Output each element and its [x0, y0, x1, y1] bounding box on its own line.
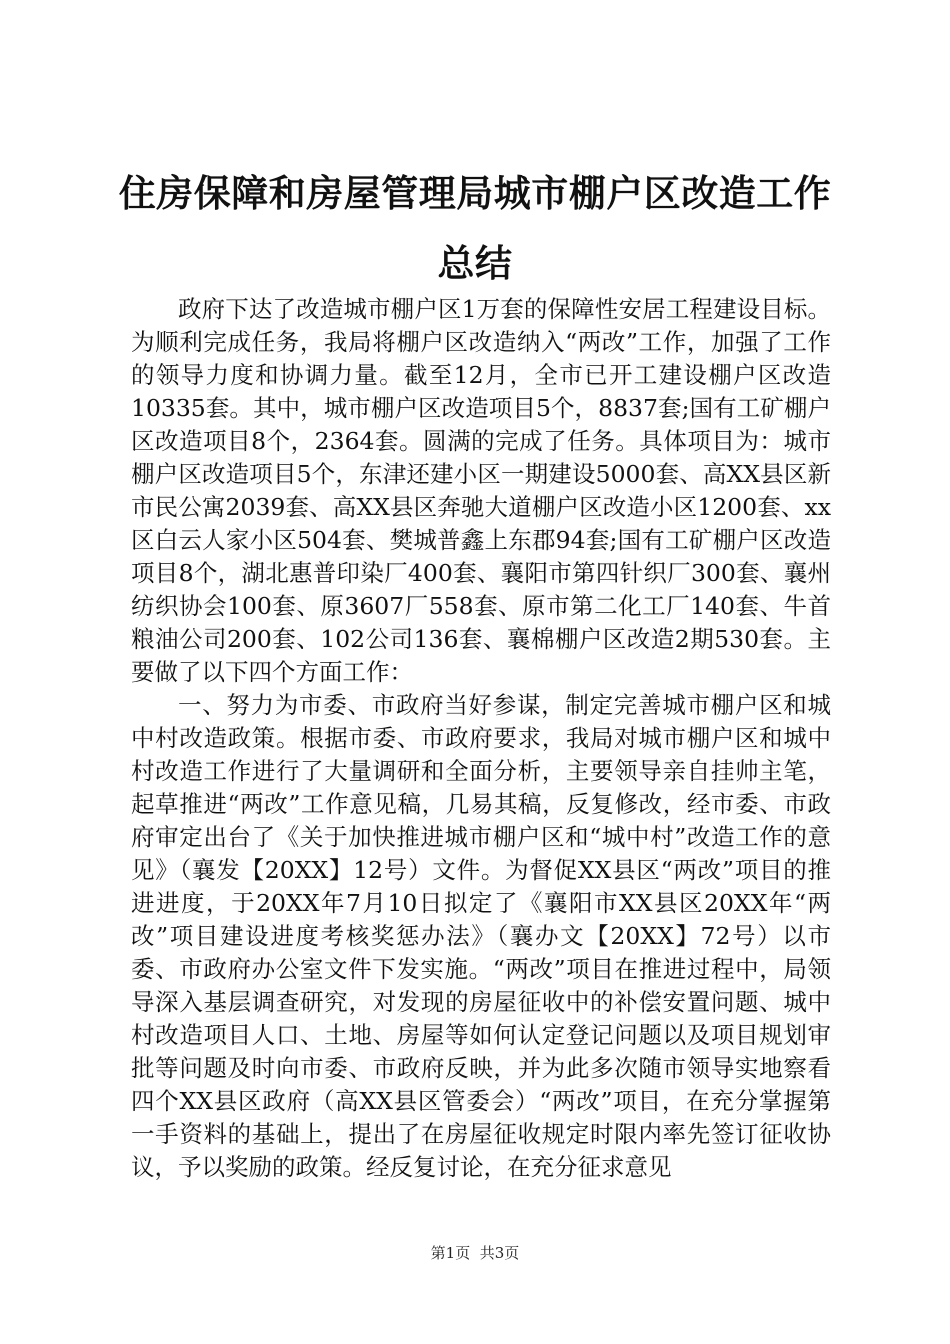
page-total: 共3页	[479, 1244, 520, 1262]
footer-spacer	[470, 1244, 480, 1262]
page-footer	[0, 1243, 950, 1263]
paragraph-1: 政府下达了改造城市棚户区1万套的保障性安居工程建设目标。为顺利完成任务，我局将棚户区改造纳入“两改”工作，加强了工作的领导力度和协调力量。截至12月，全市已开工建设棚户区改造10335套。其中，城市棚户区改造项目5个，8837套;国有工矿棚户区改造项目8个，2364套。圆满的完成了任务。具体项目为：城市棚户区改造项目5个，东津还建小区一期建设5000套、高XX县区新市民公寓2039套、高XX县区奔驰大道棚户区改造小区1200套、xx区白云人家小区504套、樊城普鑫上东郡94套;国有工矿棚户区改造项目8个，湖北惠普印染厂400套、襄阳市第四针织厂300套、襄州纺织协会100套、原3607厂558套、原市第二化工厂140套、牛首粮油公司200套、102公司136套、襄棉棚户区改造2期530套。主要做了以下四个方面工作：	[131, 295, 831, 686]
document-body	[131, 293, 831, 1184]
document-title: 住房保障和房屋管理局城市棚户区改造工作总结	[118, 171, 832, 285]
paragraph-2: 一、努力为市委、市政府当好参谋，制定完善城市棚户区和城中村改造政策。根据市委、市政府要求，我局对城市棚户区和城中村改造工作进行了大量调研和全面分析，主要领导亲自挂帅主笔，起草推进“两改”工作意见稿，几易其稿，反复修改，经市委、市政府审定出台了《关于加快推进城市棚户区和“城中村”改造工作的意见》（襄发【20XX】12号）文件。为督促XX县区“两改”项目的推进进度，于20XX年7月10日拟定了《襄阳市XX县区20XX年“两改”项目建设进度考核奖惩办法》（襄办文【20XX】72号）以市委、市政府办公室文件下发实施。“两改”项目在推进过程中，局领导深入基层调查研究，对发现的房屋征收中的补偿安置问题、城中村改造项目人口、土地、房屋等如何认定登记问题以及项目规划审批等问题及时向市委、市政府反映，并为此多次随市领导实地察看四个XX县区政府（高XX县区管委会）“两改”项目，在充分掌握第一手资料的基础上，提出了在房屋征收规定时限内率先签订征收协议，予以奖励的政策。经反复讨论，在充分征求意见	[131, 691, 831, 1181]
page-number: 第1页	[430, 1244, 471, 1262]
